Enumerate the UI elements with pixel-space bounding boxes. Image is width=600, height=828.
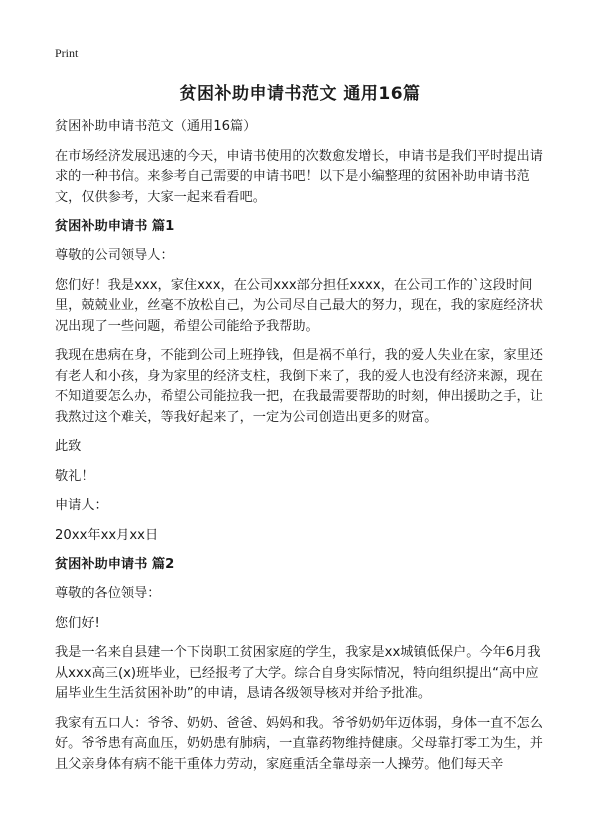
section1-closing-2: 敬礼！ (55, 468, 95, 484)
section1-applicant: 申请人： (55, 498, 108, 513)
print-link[interactable]: Print (55, 46, 79, 60)
intro-paragraph: 在市场经济发展迅速的今天，申请书使用的次数愈发增长，申请书是我们平时提出请求的一种书信。来参考自己需要的申请书吧！以下是小编整理的贫困补助申请书范文，仅供参考，大家一起来看看吧。 (55, 148, 543, 205)
section2-greeting: 您们好! (55, 615, 100, 631)
section1-salutation: 尊敬的公司领导人： (55, 248, 174, 263)
section2-salutation: 尊敬的各位领导： (55, 586, 161, 601)
intro-subtitle: 贫困补助申请书范文（通用16篇） (55, 119, 257, 134)
document-body (55, 117, 551, 784)
section1-paragraph-2: 我现在患病在身，不能到公司上班挣钱，但是祸不单行，我的爱人失业在家，家里还有老人和小孩，身为家里的经济支柱，我倒下来了，我的爱人也没有经济来源，现在不知道要怎么办，希望公司能拉我一把，在我最需要帮助的时刻，伸出援助之手，让我熬过这个难关，等我好起来了，一定为公司创造出更多的财富。 (55, 348, 543, 425)
section1-paragraph-1: 您们好！我是xxx，家住xxx，在公司xxx部分担任xxxx，在公司工作的`这段时间里，兢兢业业，丝毫不放松自己，为公司尽自己最大的努力，现在，我的家庭经济状况出现了一些问题，希望公司能给予我帮助。 (55, 277, 543, 334)
document-title: 贫困补助申请书范文 通用16篇 (179, 84, 421, 104)
section-heading-1: 贫困补助申请书 篇1 (55, 219, 175, 234)
section2-paragraph-2: 我家有五口人：爷爷、奶奶、爸爸、妈妈和我。爷爷奶奶年迈体弱，身体一直不怎么好。爷爷患有高血压，奶奶患有肺病，一直靠药物维持健康。父母靠打零工为生，并且父亲身体有病不能干重体力劳动，家庭重活全靠母亲一人操劳。他们每天辛 (55, 715, 543, 772)
section2-paragraph-1: 我是一名来自县建一个下岗职工贫困家庭的学生，我家是xx城镇低保户。今年6月我从xxx高三(x)班毕业，已经报考了大学。综合自身实际情况，特向组织提出“高中应届毕业生生活贫困补助”的申请，恳请各级领导核对并给予批准。 (55, 645, 541, 701)
section-heading-2: 贫困补助申请书 篇2 (55, 557, 175, 572)
section1-date: 20xx年xx月xx日 (55, 527, 159, 543)
section1-closing-1: 此致 (55, 439, 82, 454)
